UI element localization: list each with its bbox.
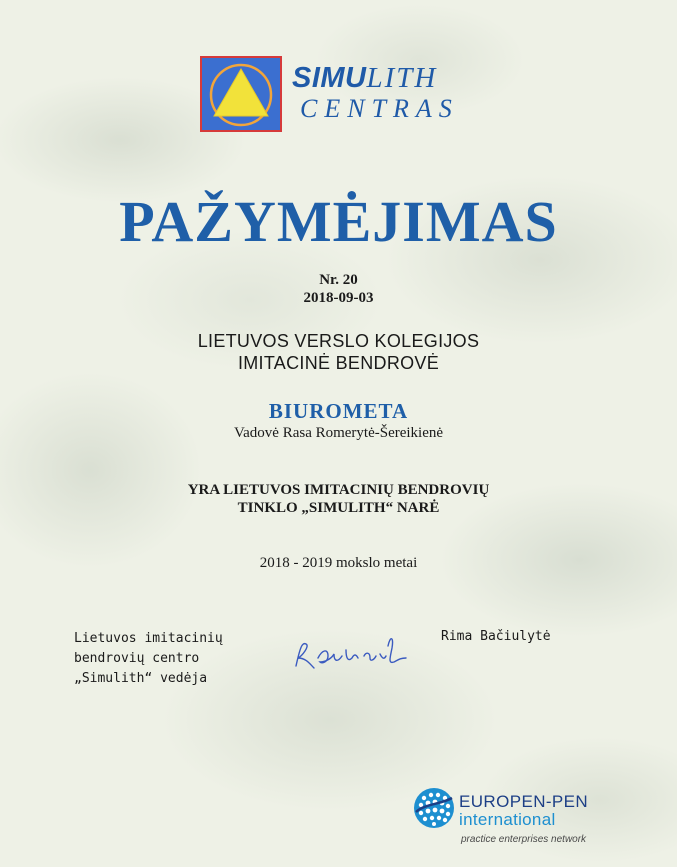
signatory-title (74, 629, 223, 689)
certificate-date: 2018-09-03 (303, 290, 374, 306)
simulith-logo-subtitle: CENTRAS (300, 94, 459, 123)
organization-line-2: IMITACINĖ BENDROVĖ (237, 353, 440, 373)
company-director: Vadovė Rasa Romerytė-Šereikienė (233, 425, 444, 441)
europen-logo-tagline: practice enterprises network (461, 834, 587, 845)
membership-line-1: YRA LIETUVOS IMITACINIŲ BENDROVIŲ (187, 482, 490, 498)
triangle-in-circle-icon (202, 58, 280, 130)
certificate-title: PAŽYMĖJIMAS (119, 189, 558, 254)
europen-logo-name: EUROPEN-PEN (459, 792, 589, 811)
logo-brand-rest: LITH (366, 62, 438, 94)
europen-logo-sub: international (459, 810, 556, 829)
academic-years: 2018 - 2019 mokslo metai (259, 555, 418, 571)
globe-icon (412, 786, 456, 835)
organization-line-1: LIETUVOS VERSLO KOLEGIJOS (197, 331, 480, 351)
logo-brand-bold: SIMU (292, 62, 367, 94)
handwritten-signature (288, 628, 418, 683)
simulith-logo-title (292, 62, 437, 95)
membership-line-2: TINKLO „SIMULITH“ NARĖ (237, 500, 440, 516)
signatory-title-line-2: bendrovių centro (74, 651, 200, 666)
company-name: BIUROMETA (268, 399, 409, 423)
signatory-name: Rima Bačiulytė (441, 629, 551, 644)
signatory-title-line-1: Lietuvos imitacinių (74, 631, 223, 646)
signatory-title-line-3: „Simulith“ vedėja (74, 671, 208, 686)
simulith-logo-mark (200, 56, 282, 132)
certificate-number: Nr. 20 (319, 272, 358, 288)
